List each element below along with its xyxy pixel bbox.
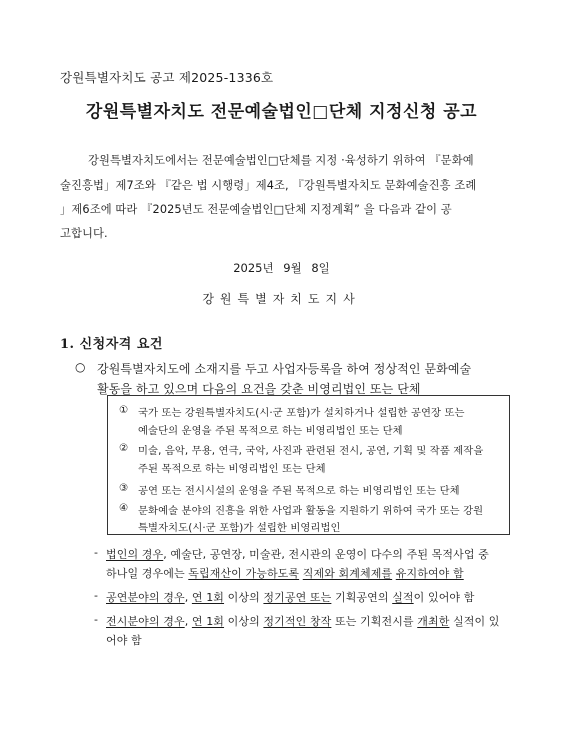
intro-line-3: 」제6조에 따라 『2025년도 전문예술법인□단체 지정계획” 을 다음과 같이 공 — [60, 203, 452, 216]
condition-3-line-1: 전시분야의 경우, 연 1회 이상의 정기적인 창작 또는 기획전시를 개최한 실적이 있 — [106, 615, 500, 628]
dash-bullet: - — [94, 613, 99, 626]
condition-3-line-2: 어야 함 — [106, 634, 142, 647]
item-number: ④ — [119, 502, 129, 514]
item-number: ③ — [119, 482, 129, 494]
intro-line-1: 강원특별자치도에서는 전문예술법인□단체를 지정 ·육성하기 위하여 『문화예 — [88, 154, 474, 167]
item-3-line-1: 공연 또는 전시시설의 운영을 주된 목적으로 하는 비영리법인 또는 단체 — [138, 485, 460, 497]
bullet-circle-icon: ○ — [75, 360, 86, 374]
dash-bullet: - — [94, 589, 99, 602]
item-1-line-1: 국가 또는 강원특별자치도(시·군 포함)가 설치하거나 설립한 공연장 또는 — [138, 407, 465, 419]
item-1-line-2: 예술단의 운영을 주된 목적으로 하는 비영리법인 또는 단체 — [138, 425, 403, 437]
issuer-name: 강원특별자치도지사 — [202, 292, 361, 306]
item-number: ② — [119, 442, 129, 454]
eligibility-line-2: 활동을 하고 있으며 다음의 요건을 갖춘 비영리법인 또는 단체 — [97, 382, 421, 396]
document-title: 강원특별자치도 전문예술법인□단체 지정신청 공고 — [85, 102, 478, 122]
intro-line-2: 술진흥법」제7조와 『같은 법 시행령」제4조, 『강원특별자치도 문화예술진흥 조례 — [60, 179, 477, 192]
item-2-line-1: 미술, 음악, 무용, 연극, 국악, 사진과 관련된 전시, 공연, 기획 및 작품 제작을 — [138, 445, 484, 457]
item-4-line-2: 특별자치도(시·군 포함)가 설립한 비영리법인 — [138, 522, 341, 534]
dash-bullet: - — [94, 546, 99, 559]
item-number: ① — [119, 404, 129, 416]
item-4-line-1: 문화예술 분야의 진흥을 위한 사업과 활동을 지원하기 위하여 국가 또는 강원 — [138, 505, 484, 517]
condition-1-line-1: 법인의 경우, 예술단, 공연장, 미술관, 전시관의 운영이 다수의 주된 목적사업 중 — [106, 548, 489, 561]
intro-line-4: 고합니다. — [60, 227, 108, 240]
section-heading-eligibility: 1. 신청자격 요건 — [60, 337, 163, 352]
notice-date: 2025년 9월 8일 — [233, 261, 330, 275]
item-2-line-2: 주된 목적으로 하는 비영리법인 또는 단체 — [138, 463, 326, 475]
condition-2-line-1: 공연분야의 경우, 연 1회 이상의 정기공연 또는 기획공연의 실적이 있어야 함 — [106, 591, 475, 604]
notice-number: 강원특별자치도 공고 제2025-1336호 — [60, 70, 274, 85]
requirements-box — [107, 395, 510, 535]
eligibility-line-1: 강원특별자치도에 소재지를 두고 사업자등록을 하여 정상적인 문화예술 — [97, 362, 472, 376]
condition-1-line-2: 하나일 경우에는 독립재산이 가능하도록 직제와 회계체제를 유지하여야 함 — [106, 567, 464, 580]
